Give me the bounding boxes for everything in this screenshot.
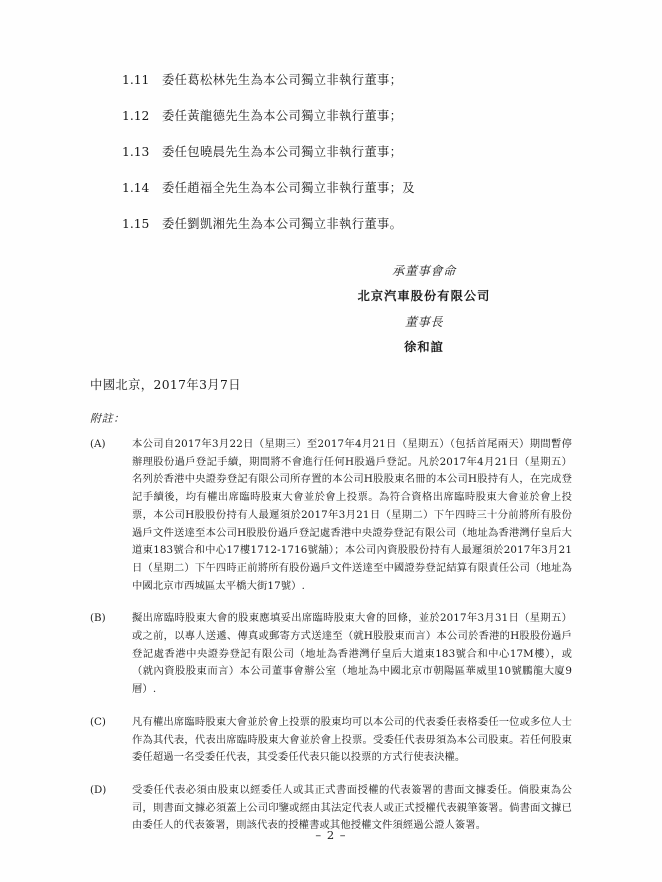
note-label: (B)	[90, 612, 106, 625]
item-number: 1.12	[122, 109, 150, 124]
notes-list	[90, 436, 572, 850]
note-label: (C)	[90, 715, 106, 728]
notes-heading: 附註：	[90, 412, 125, 425]
list-item	[122, 72, 562, 89]
list-item	[122, 216, 562, 233]
signature-block	[274, 262, 574, 363]
signature-by-order: 承董事會命	[392, 264, 456, 278]
list-item	[122, 108, 562, 125]
signature-person-name: 徐和誼	[404, 339, 444, 354]
list-item	[122, 180, 562, 197]
note-item	[90, 436, 572, 595]
item-number: 1.11	[122, 73, 150, 87]
item-text: 委任包曉晨先生為本公司獨立非執行董事；	[162, 145, 403, 160]
note-item	[90, 610, 572, 699]
item-number: 1.15	[122, 217, 150, 232]
item-number: 1.13	[122, 145, 150, 160]
note-label: (A)	[90, 438, 106, 450]
note-item	[90, 714, 572, 767]
resolution-item-list	[122, 72, 562, 252]
item-text: 委任劉凱湘先生為本公司獨立非執行董事。	[162, 217, 403, 232]
item-text: 委任葛松林先生為本公司獨立非執行董事；	[162, 73, 403, 87]
item-text: 委任趙福全先生為本公司獨立非執行董事；及	[162, 181, 415, 196]
dateline: 中國北京，2017年3月7日	[90, 378, 241, 392]
note-body: 受委任代表必須由股東以經委任人或其正式書面授權的代表簽署的書面文據委任。倘股東為公司，則書面文據必須蓋上公司印鑒或經由其法定代表人或正式授權代表親筆簽署。倘書面文據已由委任人的代表簽署，則該代表的授權書或其他授權文件須經過公證人簽署。	[132, 783, 572, 832]
note-body: 本公司自2017年3月22日（星期三）至2017年4月21日（星期五）（包括首尾兩天）期間暫停辦理股份過戶登記手續，期間將不會進行任何H股過戶登記。凡於2017年4月21日（星期五）名列於香港中央證券登記有限公司所存置的本公司H股股東名冊的本公司H股持有人，在完成登記手續後，均有權出席臨時股東大會並於會上投票。為符合資格出席臨時股東大會並於會上投票，本公司H股股份持有人最遲須於2017年3月21日（星期二）下午四時三十分前將所有股份過戶文件送達至本公司H股股份過戶登記處香港中央證券登記有限公司（地址為香港灣仔皇后大道東183號合和中心17樓1712-1716號舖）；本公司內資股股份持有人最遲須於2017年3月21日（星期二）下午四時正前將所有股份過戶文件送達至中國證券登記結算有限責任公司（地址為中國北京市西城區太平橋大街17號）.	[132, 438, 572, 592]
page-number-footer: – 2 –	[315, 828, 347, 842]
item-text: 委任黃龍德先生為本公司獨立非執行董事；	[162, 109, 403, 124]
signature-company-name: 北京汽車股份有限公司	[357, 289, 491, 304]
signature-title: 董事長	[404, 314, 444, 329]
note-body: 凡有權出席臨時股東大會並於會上投票的股東均可以本公司的代表委任表格委任一位或多位人士作為其代表，代表出席臨時股東大會並於會上投票。受委任代表毋須為本公司股東。若任何股東委任超過一名受委任代表，其受委任代表只能以投票的方式行使表決權。	[132, 715, 572, 764]
note-label: (D)	[90, 783, 107, 796]
list-item	[122, 144, 562, 161]
note-body: 擬出席臨時股東大會的股東應填妥出席臨時股東大會的回條，並於2017年3月31日（星期五）或之前，以專人送遞、傳真或郵寄方式送達至（就H股股東而言）本公司於香港的H股股份過戶登記處香港中央證券登記有限公司（地址為香港灣仔皇后大道東183號合和中心17M樓），或（就內資股股東而言）本公司董事會辦公室（地址為中國北京市朝陽區華威里10號鵬龍大廈9層）.	[132, 612, 572, 696]
item-number: 1.14	[122, 181, 150, 196]
